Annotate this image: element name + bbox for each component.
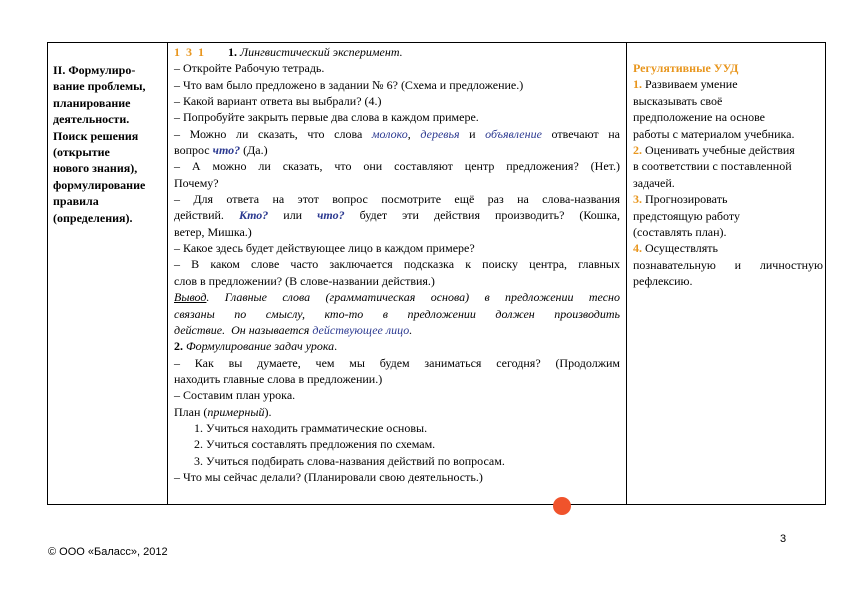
column-divider	[167, 43, 168, 504]
uud-title: Регулятивные УУД	[633, 61, 739, 75]
question-line: – Можно ли сказать, что слова молоко, деревья и объявление отвечают на	[174, 126, 620, 141]
heading-experiment: 1 3 1 1. Лингвистический эксперимент.	[174, 45, 403, 59]
stage-cell: II. Формулиро- вание проблемы, планирование деятельности. Поиск решения (открытие нового знания), формулирование правила (определения).	[53, 63, 146, 225]
plan-item: 3. Учиться подбирать слова-названия действий по вопросам.	[194, 453, 505, 468]
content-cell: 1 3 1 1. Лингвистический эксперимент. – Откройте Рабочую тетрадь. – Что вам было предложено в задании № 6? (Схема и предложение.) – Какой вариант ответа вы выбрали? (4.) – Попробуйте закрыть первые два слова в каждом примере. – Можно ли сказать, что слова молоко, деревья и объявление отвечают на вопрос что? (Да.) – А можно ли сказать, что они составляют центр предложения? (Нет.) Почему? – Для ответа на этот вопрос посмотрите ещё раз на слова-названия действий. Кто? или что? будет эти действия производить? (Кошка, ветер, Мишка.) – Какое здесь будет действующее лицо в каждом примере? – В каком слове часто заключается подсказка к поиску центра, главных слов в предложении? (В слове-названии действия.) Вывод. Главные слова (грамматическая основа) в предложении тесно связаны по смыслу, кто-то в предложении должен производить действие. Он называется действующее лицо. 2. Формулирование задач урока. – Как вы думаете, чем мы будем заниматься сегодня? (Продолжим находить главные слова в предложении.) – Составим план урока. План (примерный). 1. Учиться находить грамматические основы. 2. Учиться составлять предложения по схемам. 3. Учиться подбирать слова-названия действий по вопросам. – Что мы сейчас делали? (Планировали свою деятельность.)	[174, 45, 621, 484]
uud-cell: Регулятивные УУД 1. Развиваем умение высказывать своё предположение на основе работы с материалом учебника. 2. Оценивать учебные действия в соответствии с поставленной задачей. 3. Прогнозировать предстоящую работу (составлять план). 4. Осуществлять познавательную и личностную рефлексию.	[633, 61, 823, 289]
plan-item: 1. Учиться находить грамматические основы.	[194, 420, 428, 435]
page-number: 3	[780, 533, 787, 545]
column-divider	[626, 43, 627, 504]
slide-marker-dot	[553, 497, 571, 515]
slide-numbers: 1 3 1	[174, 45, 204, 59]
plan-item: 2. Учиться составлять предложения по схемам.	[194, 437, 436, 452]
lesson-table	[47, 42, 826, 505]
copyright-footer: © ООО «Баласс», 2012	[48, 546, 168, 558]
conclusion: Вывод. Главные слова (грамматическая основа) в предложении тесно	[174, 290, 620, 305]
heading-tasks: 2. Формулирование задач урока.	[174, 339, 338, 354]
